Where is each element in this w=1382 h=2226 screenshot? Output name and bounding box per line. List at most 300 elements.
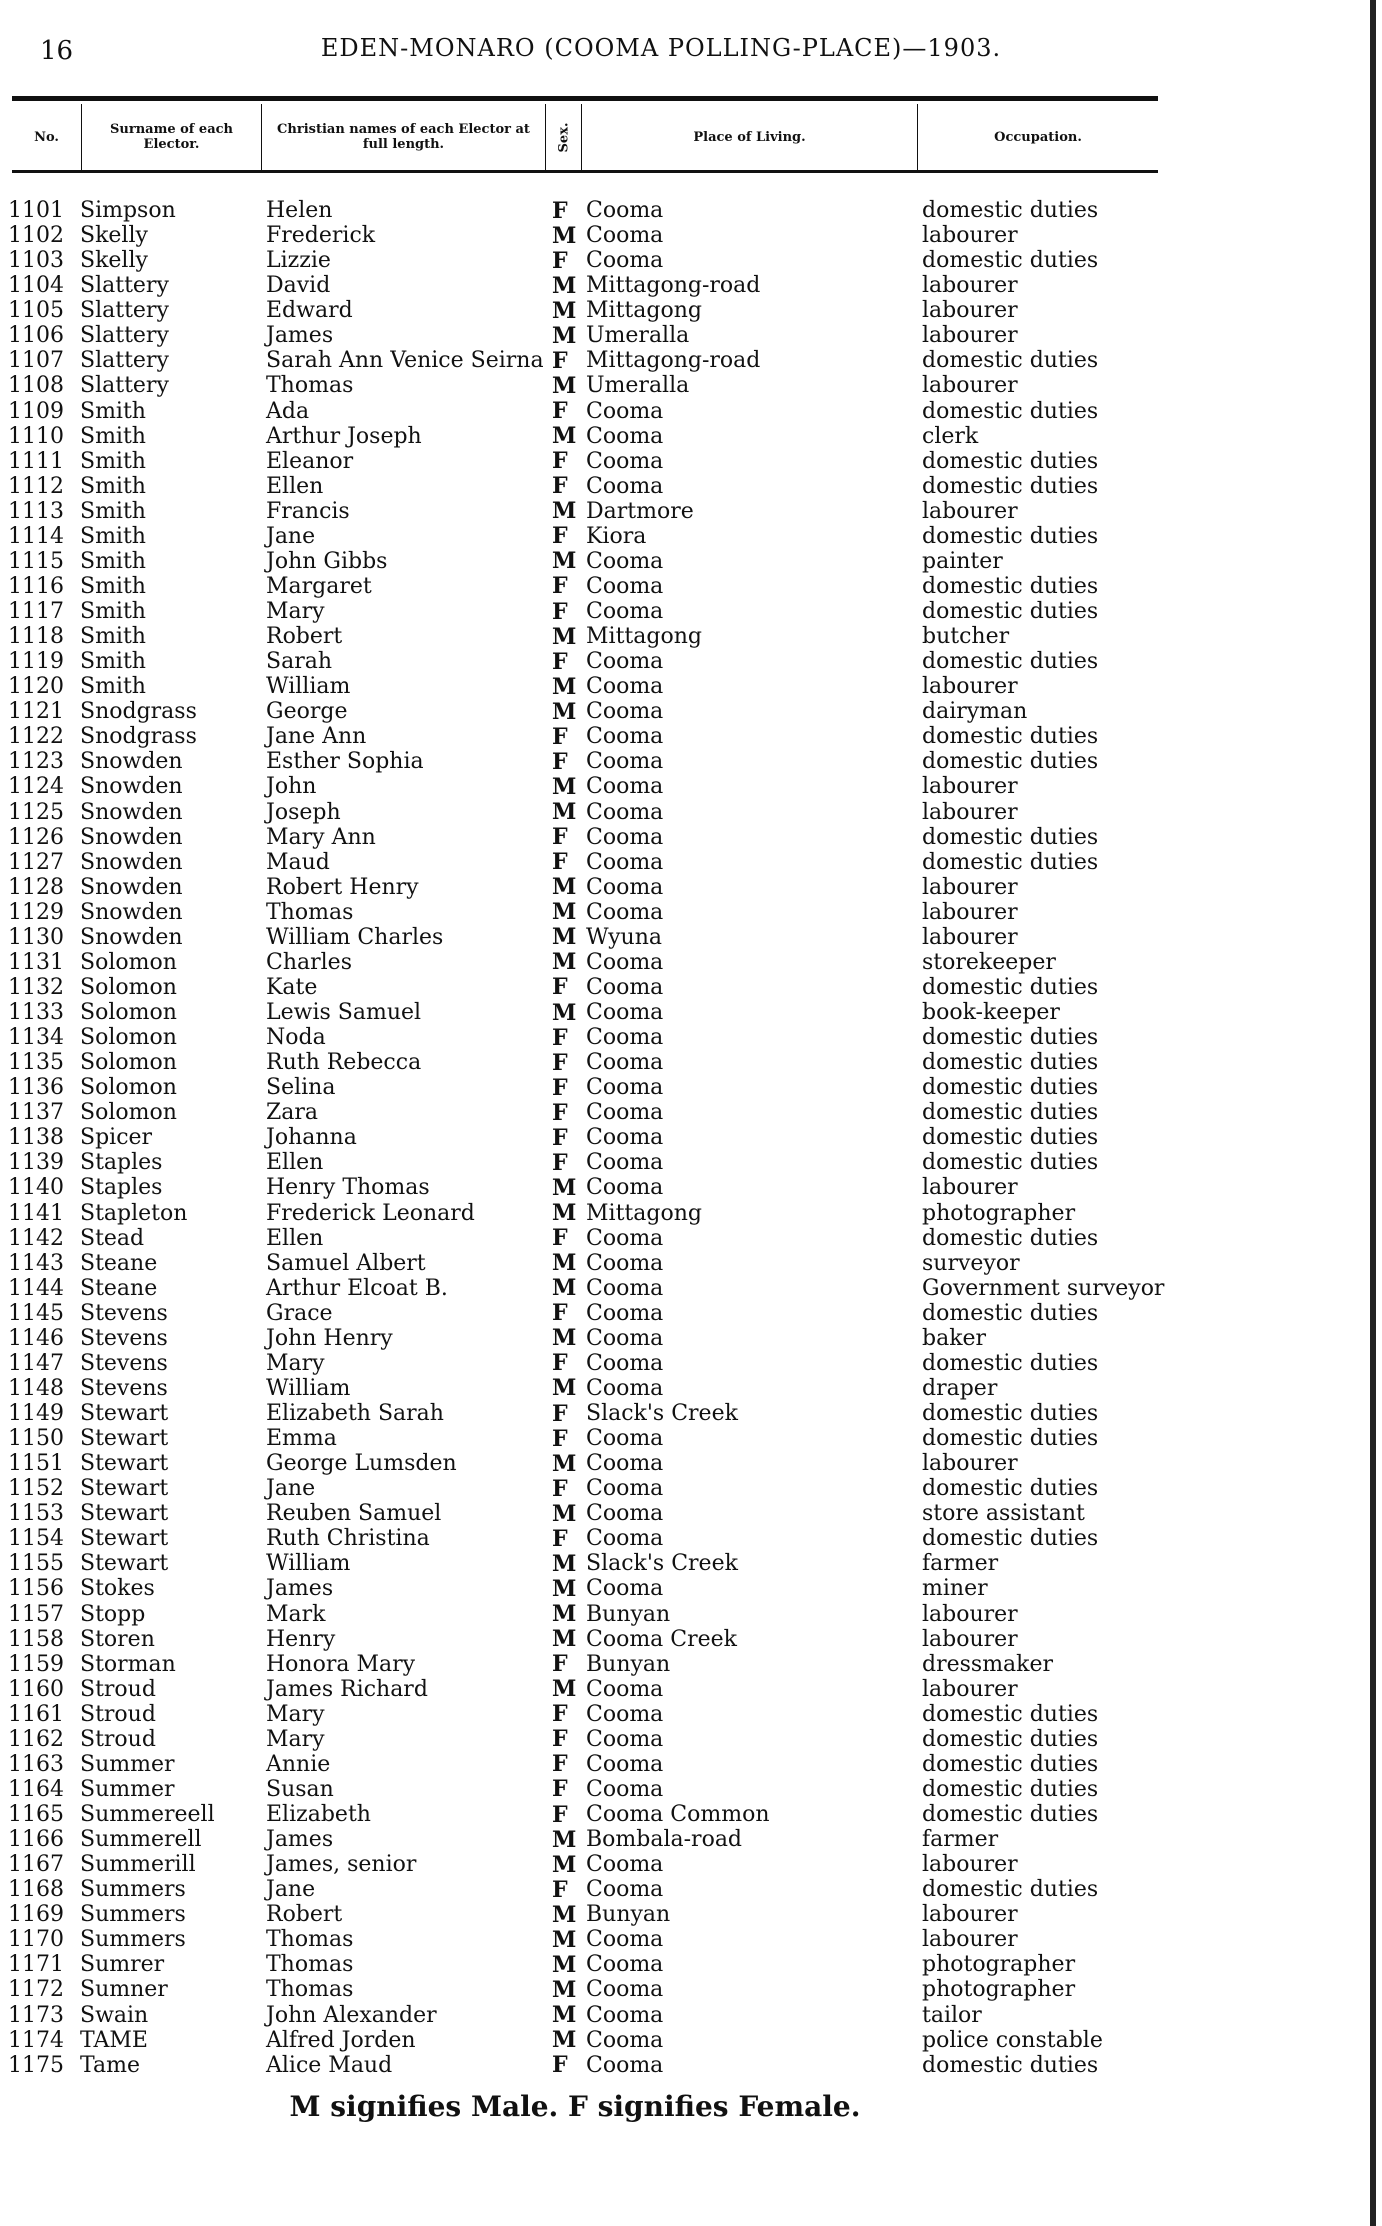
elector-number: 1104 xyxy=(8,273,64,299)
elector-christian-names: George Lumsden xyxy=(266,1451,457,1477)
elector-sex: F xyxy=(552,1876,568,1903)
elector-christian-names: Henry xyxy=(266,1626,336,1652)
elector-place: Cooma xyxy=(586,824,664,850)
elector-sex: F xyxy=(552,247,568,274)
elector-place: Cooma xyxy=(586,573,664,599)
elector-place: Mittagong-road xyxy=(586,348,761,374)
elector-sex: M xyxy=(552,2002,577,2029)
elector-place: Cooma xyxy=(586,248,664,274)
elector-place: Cooma xyxy=(586,699,664,725)
elector-occupation: domestic duties xyxy=(922,398,1099,424)
elector-surname: Summerell xyxy=(80,1827,202,1853)
elector-place: Cooma xyxy=(586,874,664,900)
elector-occupation: labourer xyxy=(922,373,1018,399)
table-row xyxy=(8,1175,1208,1200)
elector-occupation: surveyor xyxy=(922,1250,1020,1276)
elector-place: Cooma xyxy=(586,1350,664,1376)
table-row xyxy=(8,825,1208,850)
elector-occupation: domestic duties xyxy=(922,198,1099,224)
elector-occupation: draper xyxy=(922,1375,998,1401)
elector-occupation: domestic duties xyxy=(922,974,1099,1000)
table-row xyxy=(8,2003,1208,2028)
elector-christian-names: Francis xyxy=(266,498,350,524)
elector-sex: F xyxy=(552,1651,568,1678)
elector-sex: F xyxy=(552,1350,568,1377)
elector-place: Cooma xyxy=(586,473,664,499)
elector-sex: M xyxy=(552,1951,577,1978)
table-row xyxy=(8,1551,1208,1576)
elector-occupation: clerk xyxy=(922,423,979,449)
elector-place: Mittagong xyxy=(586,624,702,650)
elector-number: 1108 xyxy=(8,373,64,399)
elector-number: 1156 xyxy=(8,1576,64,1602)
elector-christian-names: Mark xyxy=(266,1601,326,1627)
elector-number: 1144 xyxy=(8,1275,64,1301)
elector-surname: Steane xyxy=(80,1275,158,1301)
table-row xyxy=(8,1652,1208,1677)
elector-occupation: domestic duties xyxy=(922,824,1099,850)
elector-surname: Stewart xyxy=(80,1401,169,1427)
table-row xyxy=(8,373,1208,398)
table-row xyxy=(8,1150,1208,1175)
table-row xyxy=(8,674,1208,699)
elector-surname: Smith xyxy=(80,573,146,599)
elector-occupation: domestic duties xyxy=(922,448,1099,474)
elector-occupation: labourer xyxy=(922,498,1018,524)
elector-occupation: domestic duties xyxy=(922,1225,1099,1251)
table-row xyxy=(8,1677,1208,1702)
elector-number: 1137 xyxy=(8,1100,64,1126)
elector-christian-names: David xyxy=(266,273,331,299)
elector-occupation: domestic duties xyxy=(922,1025,1099,1051)
elector-christian-names: Maud xyxy=(266,849,330,875)
elector-christian-names: Kate xyxy=(266,974,318,1000)
elector-christian-names: Reuben Samuel xyxy=(266,1501,442,1527)
elector-place: Cooma xyxy=(586,799,664,825)
elector-surname: Stroud xyxy=(80,1726,156,1752)
elector-occupation: domestic duties xyxy=(922,2052,1099,2078)
elector-christian-names: Grace xyxy=(266,1300,333,1326)
elector-number: 1103 xyxy=(8,248,64,274)
elector-number: 1114 xyxy=(8,523,64,549)
elector-christian-names: Arthur Joseph xyxy=(266,423,422,449)
elector-christian-names: Alice Maud xyxy=(266,2052,393,2078)
elector-occupation: domestic duties xyxy=(922,348,1099,374)
elector-occupation: domestic duties xyxy=(922,849,1099,875)
elector-sex: F xyxy=(552,723,568,750)
table-row xyxy=(8,1877,1208,1902)
elector-place: Cooma xyxy=(586,398,664,424)
elector-occupation: labourer xyxy=(922,874,1018,900)
elector-place: Cooma xyxy=(586,1125,664,1151)
elector-occupation: photographer xyxy=(922,1952,1076,1978)
elector-occupation: labourer xyxy=(922,223,1018,249)
page-number: 16 xyxy=(40,36,74,66)
elector-number: 1168 xyxy=(8,1877,64,1903)
elector-surname: Slattery xyxy=(80,298,169,324)
elector-number: 1142 xyxy=(8,1225,64,1251)
table-row xyxy=(8,1201,1208,1226)
elector-number: 1105 xyxy=(8,298,64,324)
elector-place: Cooma xyxy=(586,1451,664,1477)
elector-occupation: labourer xyxy=(922,1852,1018,1878)
elector-sex: M xyxy=(552,1500,577,1527)
elector-surname: Solomon xyxy=(80,1075,177,1101)
header-place: Place of Living. xyxy=(582,104,918,170)
elector-sex: M xyxy=(552,924,577,951)
elector-number: 1122 xyxy=(8,724,64,750)
elector-number: 1148 xyxy=(8,1375,64,1401)
elector-sex: M xyxy=(552,1174,577,1201)
elector-number: 1171 xyxy=(8,1952,64,1978)
elector-surname: Stroud xyxy=(80,1676,156,1702)
elector-occupation: domestic duties xyxy=(922,1802,1099,1828)
elector-surname: Sumner xyxy=(80,1977,168,2003)
elector-surname: Solomon xyxy=(80,974,177,1000)
table-row xyxy=(8,549,1208,574)
elector-number: 1158 xyxy=(8,1626,64,1652)
elector-number: 1167 xyxy=(8,1852,64,1878)
elector-christian-names: James Richard xyxy=(266,1676,428,1702)
elector-sex: M xyxy=(552,423,577,450)
elector-list xyxy=(8,198,1208,2078)
elector-place: Cooma xyxy=(586,448,664,474)
header-no: No. xyxy=(12,104,82,170)
elector-christian-names: William xyxy=(266,674,351,700)
table-row xyxy=(8,399,1208,424)
elector-place: Cooma xyxy=(586,548,664,574)
elector-place: Cooma xyxy=(586,1952,664,1978)
elector-number: 1126 xyxy=(8,824,64,850)
table-row xyxy=(8,273,1208,298)
elector-surname: Snowden xyxy=(80,799,183,825)
elector-number: 1172 xyxy=(8,1977,64,2003)
elector-occupation: domestic duties xyxy=(922,248,1099,274)
table-row xyxy=(8,1426,1208,1451)
elector-number: 1107 xyxy=(8,348,64,374)
elector-surname: Solomon xyxy=(80,1025,177,1051)
elector-place: Cooma xyxy=(586,1526,664,1552)
elector-sex: M xyxy=(552,1926,577,1953)
elector-sex: F xyxy=(552,648,568,675)
table-row xyxy=(8,749,1208,774)
elector-sex: F xyxy=(552,448,568,475)
elector-christian-names: Robert xyxy=(266,624,343,650)
elector-christian-names: Mary xyxy=(266,1350,325,1376)
elector-sex: M xyxy=(552,1575,577,1602)
elector-occupation: domestic duties xyxy=(922,749,1099,775)
elector-surname: Smith xyxy=(80,649,146,675)
elector-occupation: domestic duties xyxy=(922,1776,1099,1802)
elector-christian-names: Annie xyxy=(266,1751,331,1777)
elector-sex: M xyxy=(552,1275,577,1302)
elector-number: 1139 xyxy=(8,1150,64,1176)
elector-sex: M xyxy=(552,673,577,700)
elector-surname: Summerill xyxy=(80,1852,196,1878)
elector-number: 1121 xyxy=(8,699,64,725)
elector-surname: Slattery xyxy=(80,273,169,299)
elector-christian-names: Arthur Elcoat B. xyxy=(266,1275,448,1301)
elector-surname: Smith xyxy=(80,624,146,650)
elector-surname: Stevens xyxy=(80,1300,168,1326)
elector-place: Cooma xyxy=(586,198,664,224)
table-row xyxy=(8,975,1208,1000)
elector-number: 1133 xyxy=(8,1000,64,1026)
elector-place: Cooma xyxy=(586,774,664,800)
elector-occupation: police constable xyxy=(922,2027,1103,2053)
elector-number: 1155 xyxy=(8,1551,64,1577)
elector-number: 1174 xyxy=(8,2027,64,2053)
elector-sex: M xyxy=(552,999,577,1026)
elector-place: Cooma xyxy=(586,1250,664,1276)
elector-surname: Summer xyxy=(80,1751,175,1777)
elector-surname: Smith xyxy=(80,548,146,574)
elector-christian-names: Thomas xyxy=(266,1977,354,2003)
table-row xyxy=(8,1827,1208,1852)
elector-number: 1162 xyxy=(8,1726,64,1752)
elector-place: Cooma xyxy=(586,1501,664,1527)
table-row xyxy=(8,1902,1208,1927)
table-row xyxy=(8,1702,1208,1727)
elector-occupation: dressmaker xyxy=(922,1651,1054,1677)
elector-sex: M xyxy=(552,773,577,800)
elector-surname: Stead xyxy=(80,1225,145,1251)
elector-christian-names: John Gibbs xyxy=(266,548,388,574)
elector-place: Cooma xyxy=(586,1075,664,1101)
table-row xyxy=(8,524,1208,549)
table-row xyxy=(8,449,1208,474)
table-row xyxy=(8,1050,1208,1075)
elector-number: 1138 xyxy=(8,1125,64,1151)
elector-place: Cooma xyxy=(586,1375,664,1401)
elector-number: 1120 xyxy=(8,674,64,700)
elector-occupation: domestic duties xyxy=(922,1125,1099,1151)
elector-number: 1150 xyxy=(8,1426,64,1452)
elector-place: Cooma xyxy=(586,599,664,625)
elector-place: Cooma xyxy=(586,1000,664,1026)
elector-sex: M xyxy=(552,1826,577,1853)
elector-sex: F xyxy=(552,573,568,600)
elector-place: Cooma xyxy=(586,1701,664,1727)
elector-sex: M xyxy=(552,1851,577,1878)
elector-christian-names: Ruth Christina xyxy=(266,1526,430,1552)
elector-number: 1153 xyxy=(8,1501,64,1527)
elector-number: 1163 xyxy=(8,1751,64,1777)
page-edge xyxy=(1370,0,1376,2226)
elector-sex: M xyxy=(552,1901,577,1928)
elector-place: Bunyan xyxy=(586,1651,671,1677)
elector-occupation: domestic duties xyxy=(922,1100,1099,1126)
elector-sex: M xyxy=(552,272,577,299)
table-row xyxy=(8,1977,1208,2002)
elector-place: Bombala-road xyxy=(586,1827,743,1853)
elector-christian-names: Thomas xyxy=(266,373,354,399)
elector-number: 1147 xyxy=(8,1350,64,1376)
footer-legend: M signifies Male. F signifies Female. xyxy=(289,2090,861,2123)
elector-christian-names: John xyxy=(266,774,317,800)
elector-number: 1146 xyxy=(8,1325,64,1351)
elector-place: Mittagong xyxy=(586,298,702,324)
elector-number: 1152 xyxy=(8,1476,64,1502)
elector-christian-names: Elizabeth xyxy=(266,1802,371,1828)
table-row xyxy=(8,1125,1208,1150)
elector-surname: Slattery xyxy=(80,348,169,374)
elector-occupation: farmer xyxy=(922,1551,999,1577)
elector-surname: Slattery xyxy=(80,373,169,399)
table-row xyxy=(8,198,1208,223)
table-row xyxy=(8,1251,1208,1276)
elector-surname: Snowden xyxy=(80,749,183,775)
elector-occupation: baker xyxy=(922,1325,987,1351)
elector-christian-names: Lizzie xyxy=(266,248,331,274)
elector-sex: F xyxy=(552,1099,568,1126)
elector-sex: F xyxy=(552,598,568,625)
elector-surname: Stewart xyxy=(80,1451,169,1477)
elector-christian-names: Edward xyxy=(266,298,353,324)
elector-occupation: miner xyxy=(922,1576,988,1602)
elector-sex: F xyxy=(552,1475,568,1502)
elector-number: 1140 xyxy=(8,1175,64,1201)
elector-place: Cooma xyxy=(586,1476,664,1502)
elector-surname: Snowden xyxy=(80,774,183,800)
elector-number: 1111 xyxy=(8,448,64,474)
elector-occupation: Government surveyor xyxy=(922,1275,1165,1301)
elector-christian-names: Margaret xyxy=(266,573,372,599)
elector-sex: M xyxy=(552,623,577,650)
elector-christian-names: James, senior xyxy=(266,1852,417,1878)
elector-number: 1131 xyxy=(8,949,64,975)
elector-christian-names: Ellen xyxy=(266,1225,324,1251)
elector-christian-names: Ada xyxy=(266,398,310,424)
elector-occupation: domestic duties xyxy=(922,599,1099,625)
elector-number: 1145 xyxy=(8,1300,64,1326)
elector-christian-names: Lewis Samuel xyxy=(266,1000,422,1026)
top-rule xyxy=(12,96,1158,101)
elector-surname: Smith xyxy=(80,523,146,549)
elector-number: 1170 xyxy=(8,1927,64,1953)
elector-christian-names: William xyxy=(266,1551,351,1577)
elector-occupation: store assistant xyxy=(922,1501,1085,1527)
elector-place: Cooma xyxy=(586,1676,664,1702)
elector-occupation: labourer xyxy=(922,298,1018,324)
table-row xyxy=(8,1451,1208,1476)
elector-number: 1125 xyxy=(8,799,64,825)
elector-place: Wyuna xyxy=(586,924,663,950)
elector-occupation: painter xyxy=(922,548,1003,574)
elector-number: 1118 xyxy=(8,624,64,650)
elector-place: Bunyan xyxy=(586,1601,671,1627)
elector-number: 1161 xyxy=(8,1701,64,1727)
elector-number: 1157 xyxy=(8,1601,64,1627)
elector-number: 1135 xyxy=(8,1050,64,1076)
elector-christian-names: Esther Sophia xyxy=(266,749,424,775)
elector-place: Cooma Common xyxy=(586,1802,770,1828)
table-row xyxy=(8,248,1208,273)
elector-christian-names: Mary xyxy=(266,599,325,625)
elector-christian-names: Susan xyxy=(266,1776,334,1802)
elector-surname: Skelly xyxy=(80,248,148,274)
elector-surname: Spicer xyxy=(80,1125,153,1151)
elector-place: Slack's Creek xyxy=(586,1551,738,1577)
elector-place: Cooma xyxy=(586,1726,664,1752)
elector-sex: M xyxy=(552,322,577,349)
elector-christian-names: James xyxy=(266,1827,334,1853)
elector-surname: Smith xyxy=(80,674,146,700)
table-row xyxy=(8,1276,1208,1301)
table-row xyxy=(8,1777,1208,1802)
elector-surname: Smith xyxy=(80,448,146,474)
elector-occupation: labourer xyxy=(922,774,1018,800)
elector-occupation: domestic duties xyxy=(922,1526,1099,1552)
elector-surname: Steane xyxy=(80,1250,158,1276)
elector-christian-names: Joseph xyxy=(266,799,341,825)
table-row xyxy=(8,1576,1208,1601)
table-row xyxy=(8,850,1208,875)
elector-number: 1132 xyxy=(8,974,64,1000)
elector-occupation: domestic duties xyxy=(922,1476,1099,1502)
elector-place: Cooma xyxy=(586,1325,664,1351)
elector-sex: M xyxy=(552,1601,577,1628)
elector-surname: Smith xyxy=(80,498,146,524)
elector-number: 1124 xyxy=(8,774,64,800)
table-row xyxy=(8,1025,1208,1050)
elector-surname: Storen xyxy=(80,1626,155,1652)
elector-place: Cooma xyxy=(586,223,664,249)
header-surname: Surname of each Elector. xyxy=(82,104,262,170)
elector-surname: Sumrer xyxy=(80,1952,165,1978)
elector-christian-names: Robert Henry xyxy=(266,874,419,900)
elector-occupation: labourer xyxy=(922,899,1018,925)
elector-occupation: domestic duties xyxy=(922,1426,1099,1452)
elector-place: Cooma xyxy=(586,849,664,875)
elector-place: Mittagong-road xyxy=(586,273,761,299)
table-row xyxy=(8,474,1208,499)
elector-occupation: domestic duties xyxy=(922,1075,1099,1101)
elector-number: 1134 xyxy=(8,1025,64,1051)
elector-sex: F xyxy=(552,1074,568,1101)
elector-surname: Stewart xyxy=(80,1501,169,1527)
table-row xyxy=(8,1000,1208,1025)
table-row xyxy=(8,1100,1208,1125)
elector-place: Cooma xyxy=(586,649,664,675)
elector-sex: F xyxy=(552,1525,568,1552)
elector-sex: M xyxy=(552,222,577,249)
elector-number: 1136 xyxy=(8,1075,64,1101)
elector-place: Cooma xyxy=(586,724,664,750)
elector-christian-names: Frederick xyxy=(266,223,376,249)
elector-sex: M xyxy=(552,1550,577,1577)
header-christian-names: Christian names of each Elector at full length. xyxy=(262,104,546,170)
elector-place: Umeralla xyxy=(586,373,690,399)
elector-number: 1130 xyxy=(8,924,64,950)
elector-christian-names: George xyxy=(266,699,348,725)
elector-place: Cooma xyxy=(586,1426,664,1452)
elector-sex: F xyxy=(552,347,568,374)
elector-number: 1109 xyxy=(8,398,64,424)
elector-sex: F xyxy=(552,1425,568,1452)
elector-occupation: storekeeper xyxy=(922,949,1056,975)
header-sex xyxy=(546,104,582,170)
elector-occupation: labourer xyxy=(922,924,1018,950)
elector-place: Cooma xyxy=(586,1025,664,1051)
elector-occupation: domestic duties xyxy=(922,1726,1099,1752)
elector-occupation: labourer xyxy=(922,1626,1018,1652)
elector-christian-names: Robert xyxy=(266,1902,343,1928)
table-row xyxy=(8,950,1208,975)
elector-place: Cooma xyxy=(586,1300,664,1326)
elector-occupation: domestic duties xyxy=(922,1877,1099,1903)
elector-surname: Stokes xyxy=(80,1576,155,1602)
